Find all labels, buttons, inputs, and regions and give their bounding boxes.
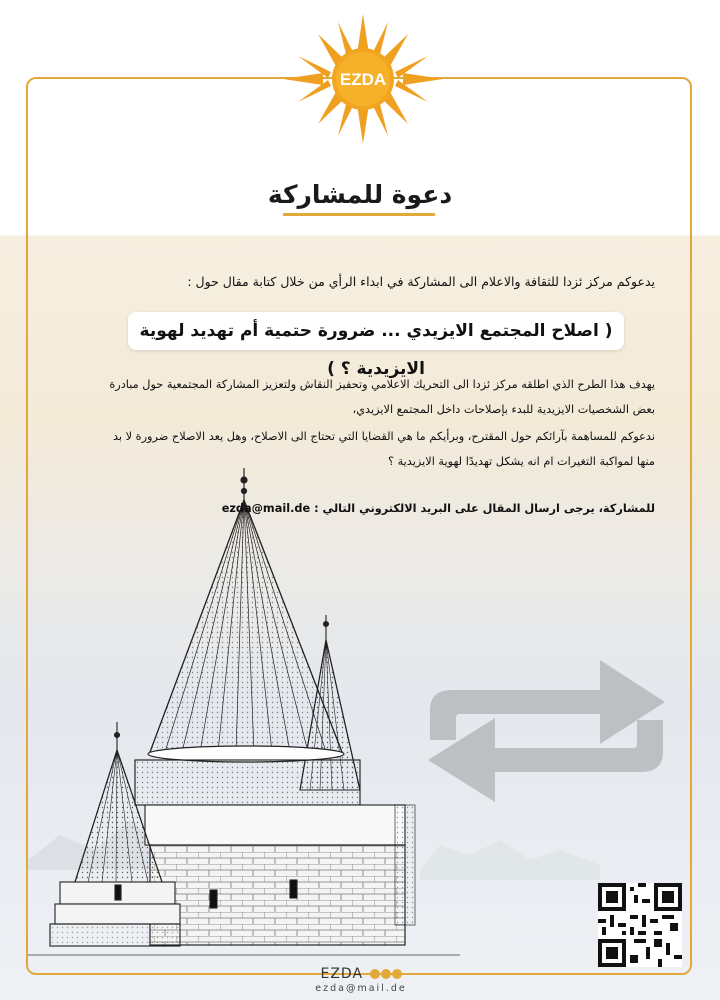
footer-email[interactable]: ezda@mail.de: [315, 983, 407, 994]
footer-logo-text: EZDA: [320, 966, 364, 982]
hills-right: [420, 840, 600, 880]
title-underline: [283, 213, 435, 216]
ezda-logo: [283, 14, 443, 144]
instagram-icon[interactable]: [370, 969, 380, 979]
submit-prefix: للمشاركة، يرجى ارسال المقال على البريد الالكتروني التالي :: [314, 502, 655, 515]
facebook-icon[interactable]: [381, 969, 391, 979]
paragraph-line-2: بعض الشخصيات الايزيدية للبدء بإصلاحات داخل المجتمع الايزيدي،: [352, 403, 655, 416]
paragraph-line-4: منها لمواكبة التغيرات ام انه يشكل تهديدًا لهوية الايزيدية ؟: [388, 455, 655, 468]
submit-line: [222, 502, 655, 515]
page-title: دعوة للمشاركة: [267, 180, 453, 209]
logo-text: EZDA: [339, 70, 387, 89]
topic-title: ( اصلاح المجتمع الايزيدي ... ضرورة حتمية أم تهديد لهوية الايزيدية ؟ ): [139, 321, 613, 379]
repeat-arrows-icon: [428, 660, 665, 802]
intro-text: يدعوكم مركز ئزدا للثقافة والاعلام الى المشاركة في ابداء الرأي من خلال كتابة مقال حول :: [187, 274, 655, 289]
x-icon[interactable]: [392, 969, 402, 979]
paragraph-line-3: ندعوكم للمساهمة بآرائكم حول المقترح، وبرأيكم ما هي القضايا التي تحتاج الى الاصلاح، وهل يعد الاصلاح ضرورة لا بد: [112, 430, 655, 443]
qr-code: [598, 883, 682, 967]
paragraph-line-1: يهدف هذا الطرح الذي اطلقه مركز ئزدا الى التحريك الاعلامي وتحفيز النقاش ولتعزيز المشاركة المجتمعية حول مبادرة: [109, 378, 655, 391]
footer-brand: [296, 966, 426, 994]
footer-logo: [296, 966, 426, 982]
submit-email-link[interactable]: ezda@mail.de: [221, 502, 311, 515]
